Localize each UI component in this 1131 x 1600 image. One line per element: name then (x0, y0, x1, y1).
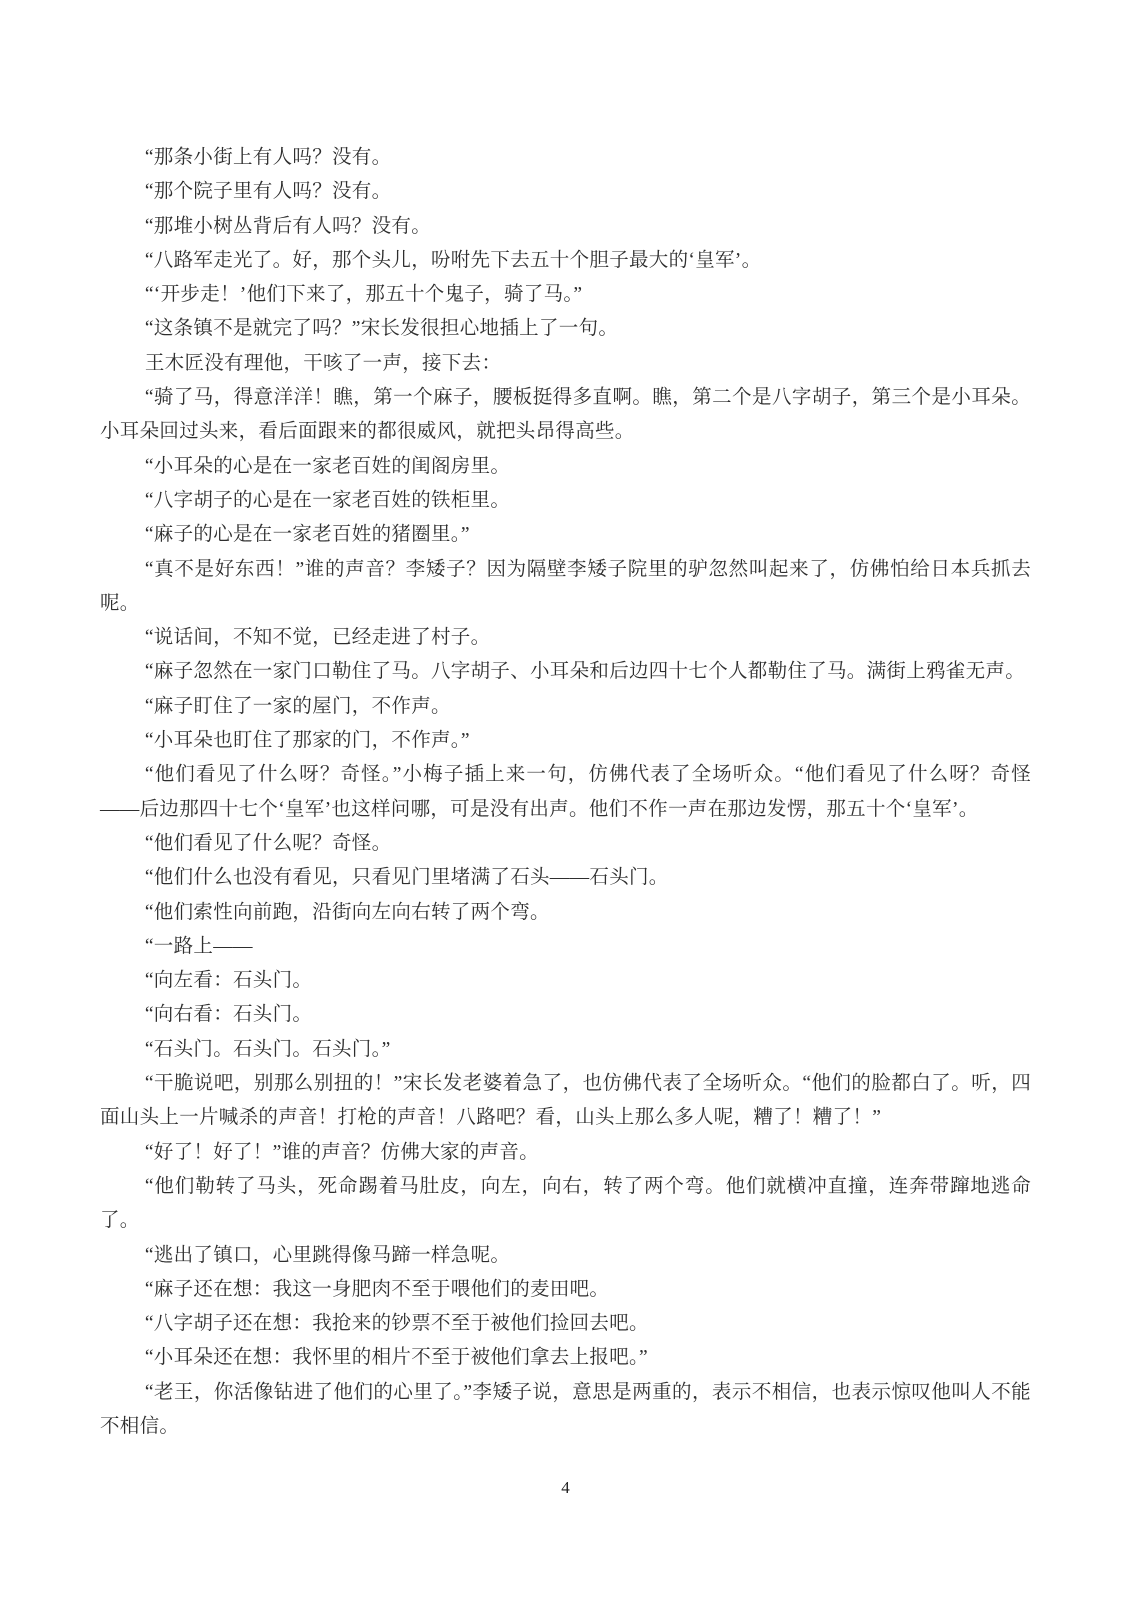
story-text (100, 141, 1031, 1444)
paragraph: “这条镇不是就完了吗？”宋长发很担心地插上了一句。 (144, 318, 619, 340)
paragraph: “八字胡子的心是在一家老百姓的铁柜里。 (144, 489, 511, 511)
paragraph: “麻子的心是在一家老百姓的猪圈里。” (144, 524, 470, 546)
paragraph: “麻子盯住了一家的屋门，不作声。 (144, 695, 451, 717)
paragraph: “他们看见了什么呢？奇怪。 (144, 832, 392, 854)
paragraph: “骑了马，得意洋洋！瞧，第一个麻子，腰板挺得多直啊。瞧，第二个是八字胡子，第三个是小耳朵。小耳朵回过头来，看后面跟来的都很威风，就把头昂得高些。 (100, 387, 1031, 443)
paragraph: “那条小街上有人吗？没有。 (144, 147, 392, 168)
paragraph: “他们什么也没有看见，只看见门里堵满了石头——石头门。 (144, 867, 669, 889)
paragraph: “那堆小树丛背后有人吗？没有。 (144, 215, 431, 237)
paragraph: “真不是好东西！”谁的声音？李矮子？因为隔壁李矮子院里的驴忽然叫起来了，仿佛怕给日本兵抓去呢。 (100, 558, 1031, 614)
paragraph: “小耳朵还在想：我怀里的相片不至于被他们拿去上报吧。” (144, 1347, 649, 1369)
paragraph: “他们勒转了马头，死命踢着马肚皮，向左，向右，转了两个弯。他们就横冲直撞，连奔带蹿地逃命了。 (100, 1175, 1031, 1232)
paragraph: “干脆说吧，别那么别扭的！”宋长发老婆着急了，也仿佛代表了全场听众。“他们的脸都白了。听，四面山头上一片喊杀的声音！打枪的声音！八路吧？看，山头上那么多人呢，糟了！糟了！” (100, 1073, 1031, 1129)
paragraph: “老王，你活像钻进了他们的心里了。”李矮子说，意思是两重的，表示不相信，也表示惊叹他叫人不能不相信。 (100, 1381, 1031, 1437)
paragraph: “向左看：石头门。 (144, 970, 313, 992)
paragraph: “说话间，不知不觉，已经走进了村子。 (144, 627, 491, 649)
paragraph: “麻子忽然在一家门口勒住了马。八字胡子、小耳朵和后边四十七个人都勒住了马。满街上鸦雀无声。 (144, 661, 1025, 683)
paragraph: “小耳朵的心是在一家老百姓的闺阁房里。 (144, 455, 511, 477)
paragraph: “小耳朵也盯住了那家的门，不作声。” (144, 730, 470, 752)
paragraph: “‘开步走！’他们下来了，那五十个鬼子，骑了马。” (144, 284, 583, 306)
page-number: 4 (561, 1478, 570, 1497)
paragraph: “那个院子里有人吗？没有。 (144, 181, 392, 203)
paragraph: “麻子还在想：我这一身肥肉不至于喂他们的麦田吧。 (144, 1278, 610, 1300)
paragraph: “逃出了镇口，心里跳得像马蹄一样急呢。 (144, 1244, 511, 1266)
paragraph: “向右看：石头门。 (144, 1004, 313, 1026)
paragraph: “石头门。石头门。石头门。” (144, 1038, 391, 1060)
paragraph: “一路上—— (144, 935, 253, 957)
paragraph: 王木匠没有理他，干咳了一声，接下去： (144, 352, 502, 374)
paragraph: “八路军走光了。好，那个头儿，吩咐先下去五十个胆子最大的‘皇军’。 (144, 249, 762, 271)
paragraph: “他们看见了什么呀？奇怪。”小梅子插上来一句，仿佛代表了全场听众。“他们看见了什么呀？奇怪——后边那四十七个‘皇军’也这样问哪，可是没有出声。他们不作一声在那边发愣，那五十个‘皇军’。 (100, 764, 1031, 820)
paragraph: “他们索性向前跑，沿街向左向右转了两个弯。 (144, 901, 550, 923)
paragraph: “好了！好了！”谁的声音？仿佛大家的声音。 (144, 1141, 539, 1163)
paragraph: “八字胡子还在想：我抢来的钞票不至于被他们捡回去吧。 (144, 1313, 649, 1335)
